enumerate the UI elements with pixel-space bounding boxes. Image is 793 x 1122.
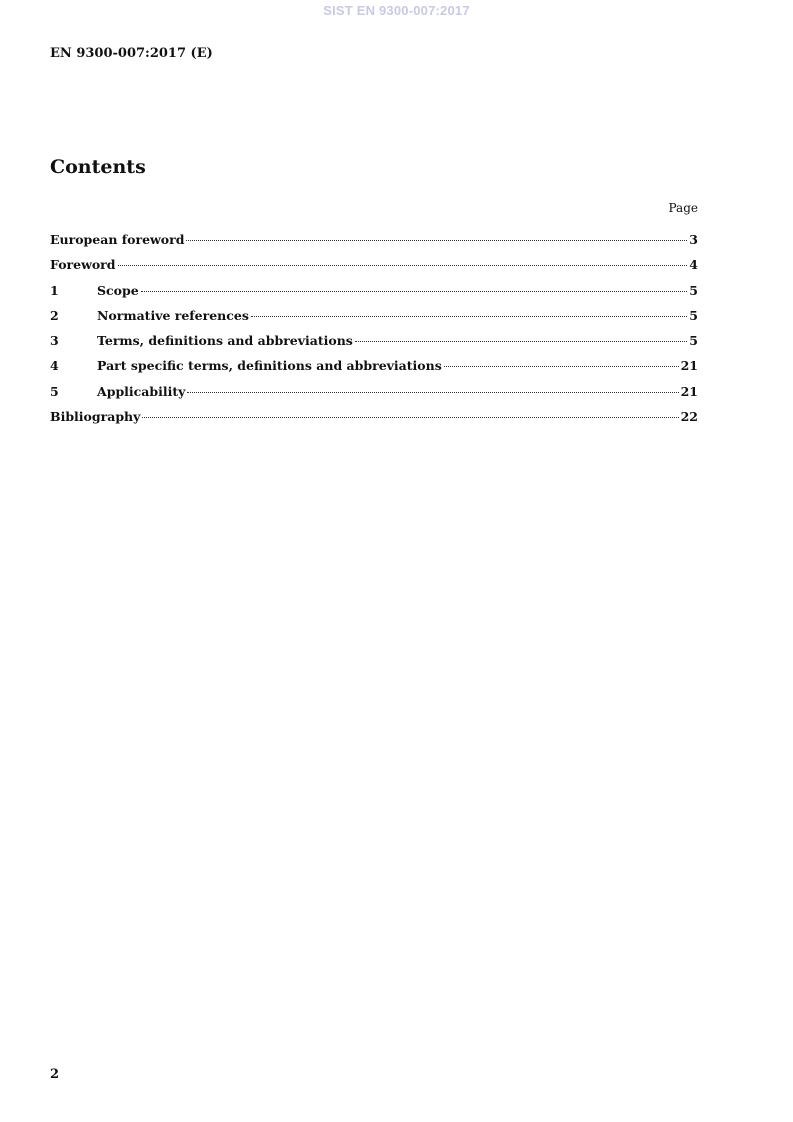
toc-entry-page: 4 bbox=[689, 257, 698, 273]
toc-leader-dots bbox=[142, 417, 678, 418]
toc-leader-dots bbox=[141, 291, 688, 292]
toc-entry-page: 22 bbox=[680, 409, 698, 425]
toc-entry-number: 2 bbox=[50, 307, 59, 323]
document-id: EN 9300-007:2017 (E) bbox=[50, 46, 213, 61]
toc-entry-number: 1 bbox=[50, 282, 59, 298]
toc-entry-title: European foreword bbox=[50, 232, 185, 247]
toc-entry-page: 5 bbox=[689, 307, 698, 323]
toc-entry-page: 5 bbox=[689, 282, 698, 298]
toc-entry-foreword[interactable] bbox=[50, 257, 698, 282]
toc-entry-scope[interactable] bbox=[50, 283, 698, 308]
toc-entry-title: Applicability bbox=[97, 383, 186, 399]
toc-entry-title: Scope bbox=[97, 282, 139, 298]
toc-entry-number: 5 bbox=[50, 383, 59, 399]
toc-entry-number: 3 bbox=[50, 333, 59, 349]
page-number: 2 bbox=[50, 1067, 60, 1082]
toc-entry-page: 21 bbox=[680, 358, 698, 374]
toc-entry-page: 5 bbox=[689, 333, 698, 349]
toc-entry-title: Terms, definitions and abbreviations bbox=[97, 333, 353, 349]
toc-entry-number: 4 bbox=[50, 358, 59, 374]
toc-entry-applicability[interactable] bbox=[50, 384, 698, 409]
toc-entry-page: 3 bbox=[689, 232, 698, 247]
toc-leader-dots bbox=[444, 366, 679, 367]
toc-entry-european-foreword[interactable] bbox=[50, 232, 698, 257]
toc-entry-part-specific-terms[interactable] bbox=[50, 358, 698, 383]
toc-entry-bibliography[interactable] bbox=[50, 409, 698, 434]
toc-entry-terms-definitions[interactable] bbox=[50, 333, 698, 358]
toc-entry-normative-references[interactable] bbox=[50, 308, 698, 333]
toc-entry-title: Part specific terms, definitions and abbreviations bbox=[97, 358, 442, 374]
table-of-contents bbox=[50, 232, 698, 434]
toc-leader-dots bbox=[355, 341, 687, 342]
toc-leader-dots bbox=[187, 392, 678, 393]
toc-entry-page: 21 bbox=[680, 383, 698, 399]
toc-entry-title: Foreword bbox=[50, 257, 116, 273]
toc-leader-dots bbox=[118, 265, 688, 266]
toc-entry-title: Normative references bbox=[97, 307, 249, 323]
toc-entry-title: Bibliography bbox=[50, 409, 141, 425]
page-column-label: Page bbox=[668, 201, 698, 215]
contents-title: Contents bbox=[50, 156, 146, 178]
toc-leader-dots bbox=[186, 240, 687, 241]
watermark: SIST EN 9300-007:2017 bbox=[323, 3, 470, 18]
toc-leader-dots bbox=[251, 316, 687, 317]
